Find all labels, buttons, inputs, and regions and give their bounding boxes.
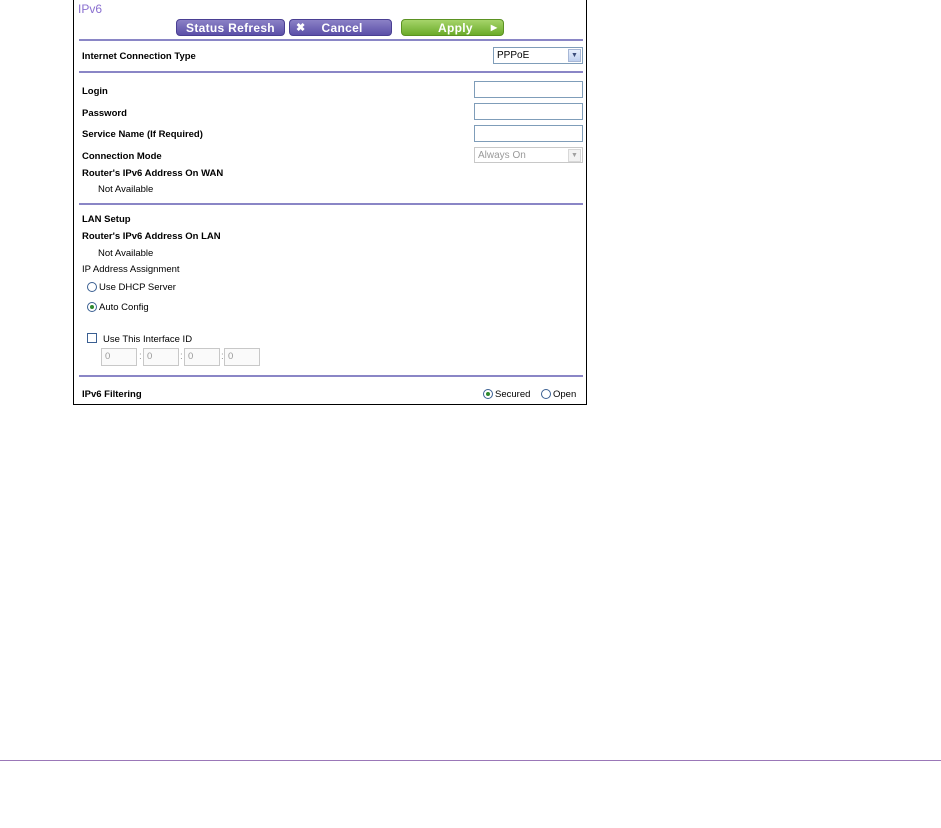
- interface-id-checkbox[interactable]: [87, 333, 97, 343]
- interface-id-octet-1[interactable]: 0: [101, 348, 137, 366]
- ipv6-settings-panel: [73, 0, 587, 405]
- divider: [79, 39, 583, 41]
- interface-id-octet-3[interactable]: 0: [184, 348, 220, 366]
- status-refresh-label: Status Refresh: [186, 20, 275, 35]
- chevron-down-icon: ▼: [568, 49, 581, 62]
- interface-id-octet-4[interactable]: 0: [224, 348, 260, 366]
- octet-separator: :: [221, 351, 224, 362]
- interface-id-octet-2[interactable]: 0: [143, 348, 179, 366]
- login-input[interactable]: [474, 81, 583, 98]
- octet-separator: :: [139, 351, 142, 362]
- octet-separator: :: [180, 351, 183, 362]
- cancel-label: Cancel: [321, 20, 363, 35]
- ipv6-wan-value: Not Available: [98, 184, 154, 195]
- connection-mode-label: Connection Mode: [82, 151, 162, 162]
- filtering-open-label: Open: [553, 389, 577, 400]
- cancel-button[interactable]: [289, 19, 392, 36]
- connection-mode-select[interactable]: [474, 147, 583, 163]
- password-input[interactable]: [474, 103, 583, 120]
- ip-assignment-label: IP Address Assignment: [82, 264, 180, 275]
- lan-setup-label: LAN Setup: [82, 214, 131, 225]
- arrow-right-icon: ▶: [490, 23, 498, 32]
- status-refresh-button[interactable]: [176, 19, 285, 36]
- page-title: IPv6: [78, 2, 103, 16]
- filtering-secured-radio[interactable]: [483, 389, 493, 399]
- password-label: Password: [82, 108, 127, 119]
- divider: [79, 375, 583, 377]
- connection-type-label: Internet Connection Type: [82, 51, 196, 62]
- apply-label: Apply: [438, 20, 473, 35]
- apply-button[interactable]: [401, 19, 504, 36]
- chevron-down-icon: ▼: [568, 149, 581, 162]
- service-name-input[interactable]: [474, 125, 583, 142]
- filtering-secured-label: Secured: [495, 389, 531, 400]
- login-label: Login: [82, 86, 108, 97]
- ipv6-filtering-label: IPv6 Filtering: [82, 389, 142, 400]
- connection-type-value: PPPoE: [497, 50, 530, 61]
- service-name-label: Service Name (If Required): [82, 129, 203, 140]
- connection-type-select[interactable]: [493, 47, 583, 64]
- auto-config-label: Auto Config: [99, 302, 149, 313]
- ipv6-wan-label: Router's IPv6 Address On WAN: [82, 168, 224, 179]
- close-icon: ✖: [296, 22, 306, 34]
- divider: [79, 71, 583, 73]
- filtering-open-radio[interactable]: [541, 389, 551, 399]
- divider: [79, 203, 583, 205]
- interface-id-label: Use This Interface ID: [103, 334, 193, 345]
- ipv6-lan-value: Not Available: [98, 248, 154, 259]
- connection-mode-value: Always On: [478, 149, 526, 161]
- dhcp-server-radio[interactable]: [87, 282, 97, 292]
- auto-config-radio[interactable]: [87, 302, 97, 312]
- ipv6-lan-label: Router's IPv6 Address On LAN: [82, 231, 221, 242]
- dhcp-server-label: Use DHCP Server: [99, 282, 176, 293]
- page-footer-rule: [0, 760, 941, 761]
